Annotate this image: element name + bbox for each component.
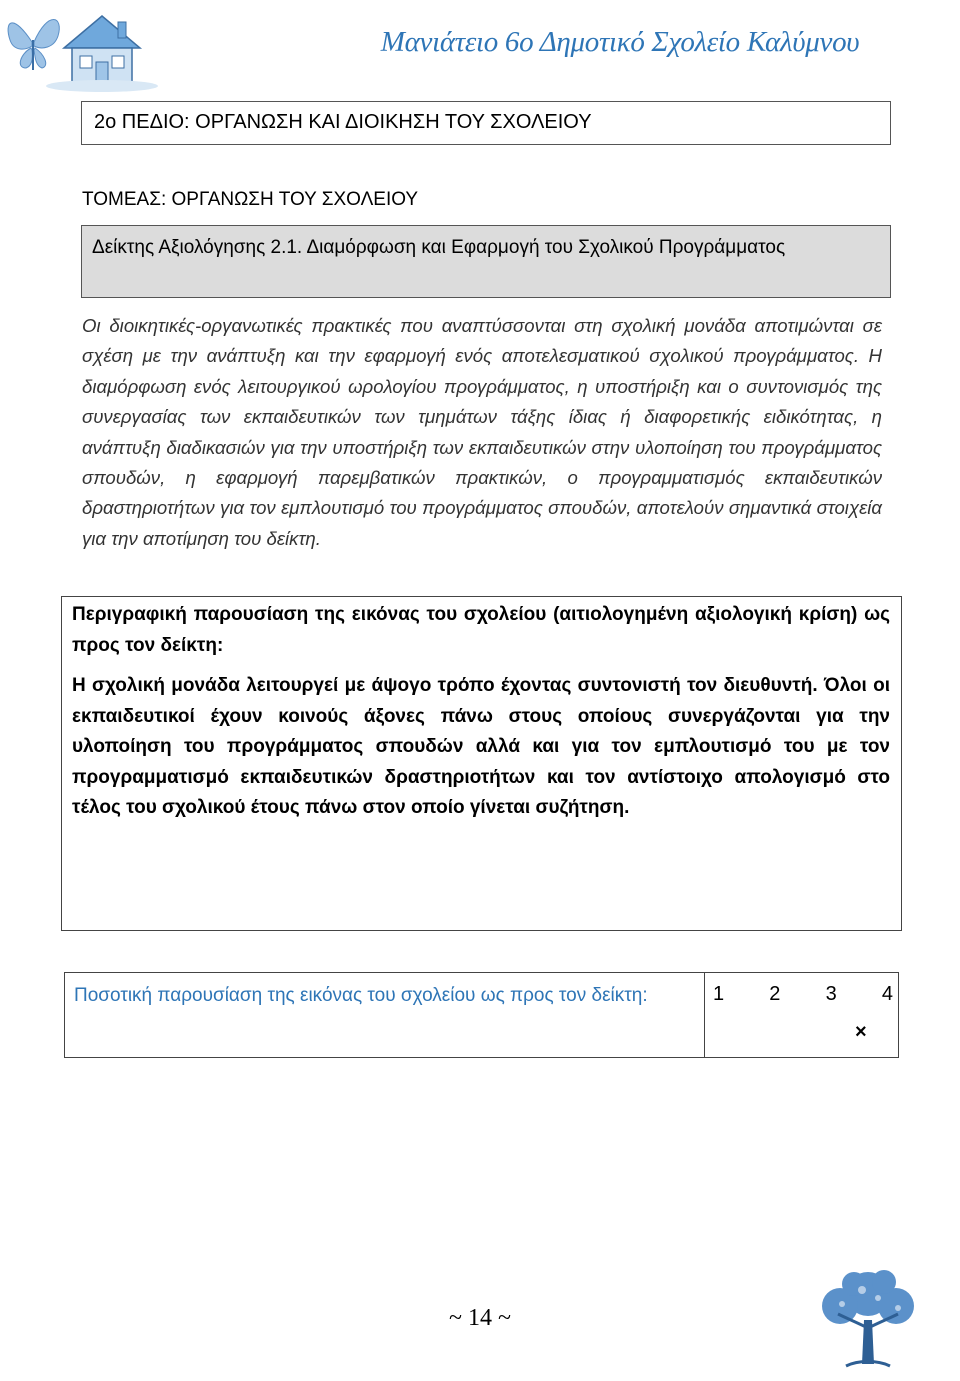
quantitative-label: Ποσοτική παρουσίαση της εικόνας του σχολείου ως προς τον δείκτη: xyxy=(74,985,648,1006)
rating-1: 1 xyxy=(713,983,725,1005)
descriptive-assessment-box xyxy=(61,596,902,931)
school-title: Μανιάτειο 6ο Δημοτικό Σχολείο Καλύμνου xyxy=(380,26,860,58)
assessment-body: Η σχολική μονάδα λειτουργεί με άψογο τρόπο έχοντας συντονιστή τον διευθυντή. Όλοι οι εκπαιδευτικοί έχουν κοινούς άξονες πάνω στους οποίους συνεργάζονται για την υλοποίηση του προγράμματος σπουδών αλλά και για τον εμπλουτισμό του με τον προγραμματισμό εκπαιδευτικών δραστηριοτήτων και τον αντίστοιχο απολογισμό στο τέλος του σχολικού έτους πάνω στον οποίο γίνεται συζήτηση. xyxy=(72,675,890,818)
rating-3: 3 xyxy=(825,983,837,1005)
sector-title: ΤΟΜΕΑΣ: ΟΡΓΑΝΩΣΗ ΤΟΥ ΣΧΟΛΕΙΟΥ xyxy=(82,189,419,210)
page-number: ~ 14 ~ xyxy=(449,1305,511,1331)
rating-4: 4 xyxy=(881,983,893,1005)
field-title: 2ο ΠΕΔΙΟ: ΟΡΓΑΝΩΣΗ ΚΑΙ ΔΙΟΙΚΗΣΗ ΤΟΥ ΣΧΟΛΕΙΟΥ xyxy=(81,101,891,145)
indicator-title: Δείκτης Αξιολόγησης 2.1. Διαμόρφωση και Εφαρμογή του Σχολικού Προγράμματος xyxy=(81,225,891,298)
tree-icon xyxy=(806,1268,930,1376)
selected-rating-mark: × xyxy=(855,1021,867,1043)
assessment-heading: Περιγραφική παρουσίαση της εικόνας του σχολείου (αιτιολογημένη αξιολογική κρίση) ως προς τον δείκτη: xyxy=(72,604,890,656)
school-logo xyxy=(2,2,172,94)
rating-2: 2 xyxy=(769,983,781,1005)
quantitative-table xyxy=(64,972,899,1058)
rating-scale xyxy=(713,983,893,1006)
indicator-description: Οι διοικητικές-οργανωτικές πρακτικές που αναπτύσσονται στη σχολική μονάδα αποτιμώνται σε σχέση με την ανάπτυξη και την εφαρμογή ενός αποτελεσματικού σχολικού προγράμματος. Η διαμόρφωση ενός λειτουργικού ωρολογίου προγράμματος, η υποστήριξη και ο συντονισμός της συνεργασίας των εκπαιδευτικών των τμημάτων τάξης ίδιας ή διαφορετικής ειδικότητας, η ανάπτυξη διαδικασιών για την υποστήριξη των εκπαιδευτικών στην υλοποίηση του προγράμματος σπουδών, η εφαρμογή παρεμβατικών πρακτικών, ο προγραμματισμός εκπαιδευτικών δραστηριοτήτων για τον εμπλουτισμό του προγράμματος σπουδών, αποτελούν σημαντικά στοιχεία για την αποτίμηση του δείκτη. xyxy=(82,315,882,549)
table-divider xyxy=(704,973,705,1057)
